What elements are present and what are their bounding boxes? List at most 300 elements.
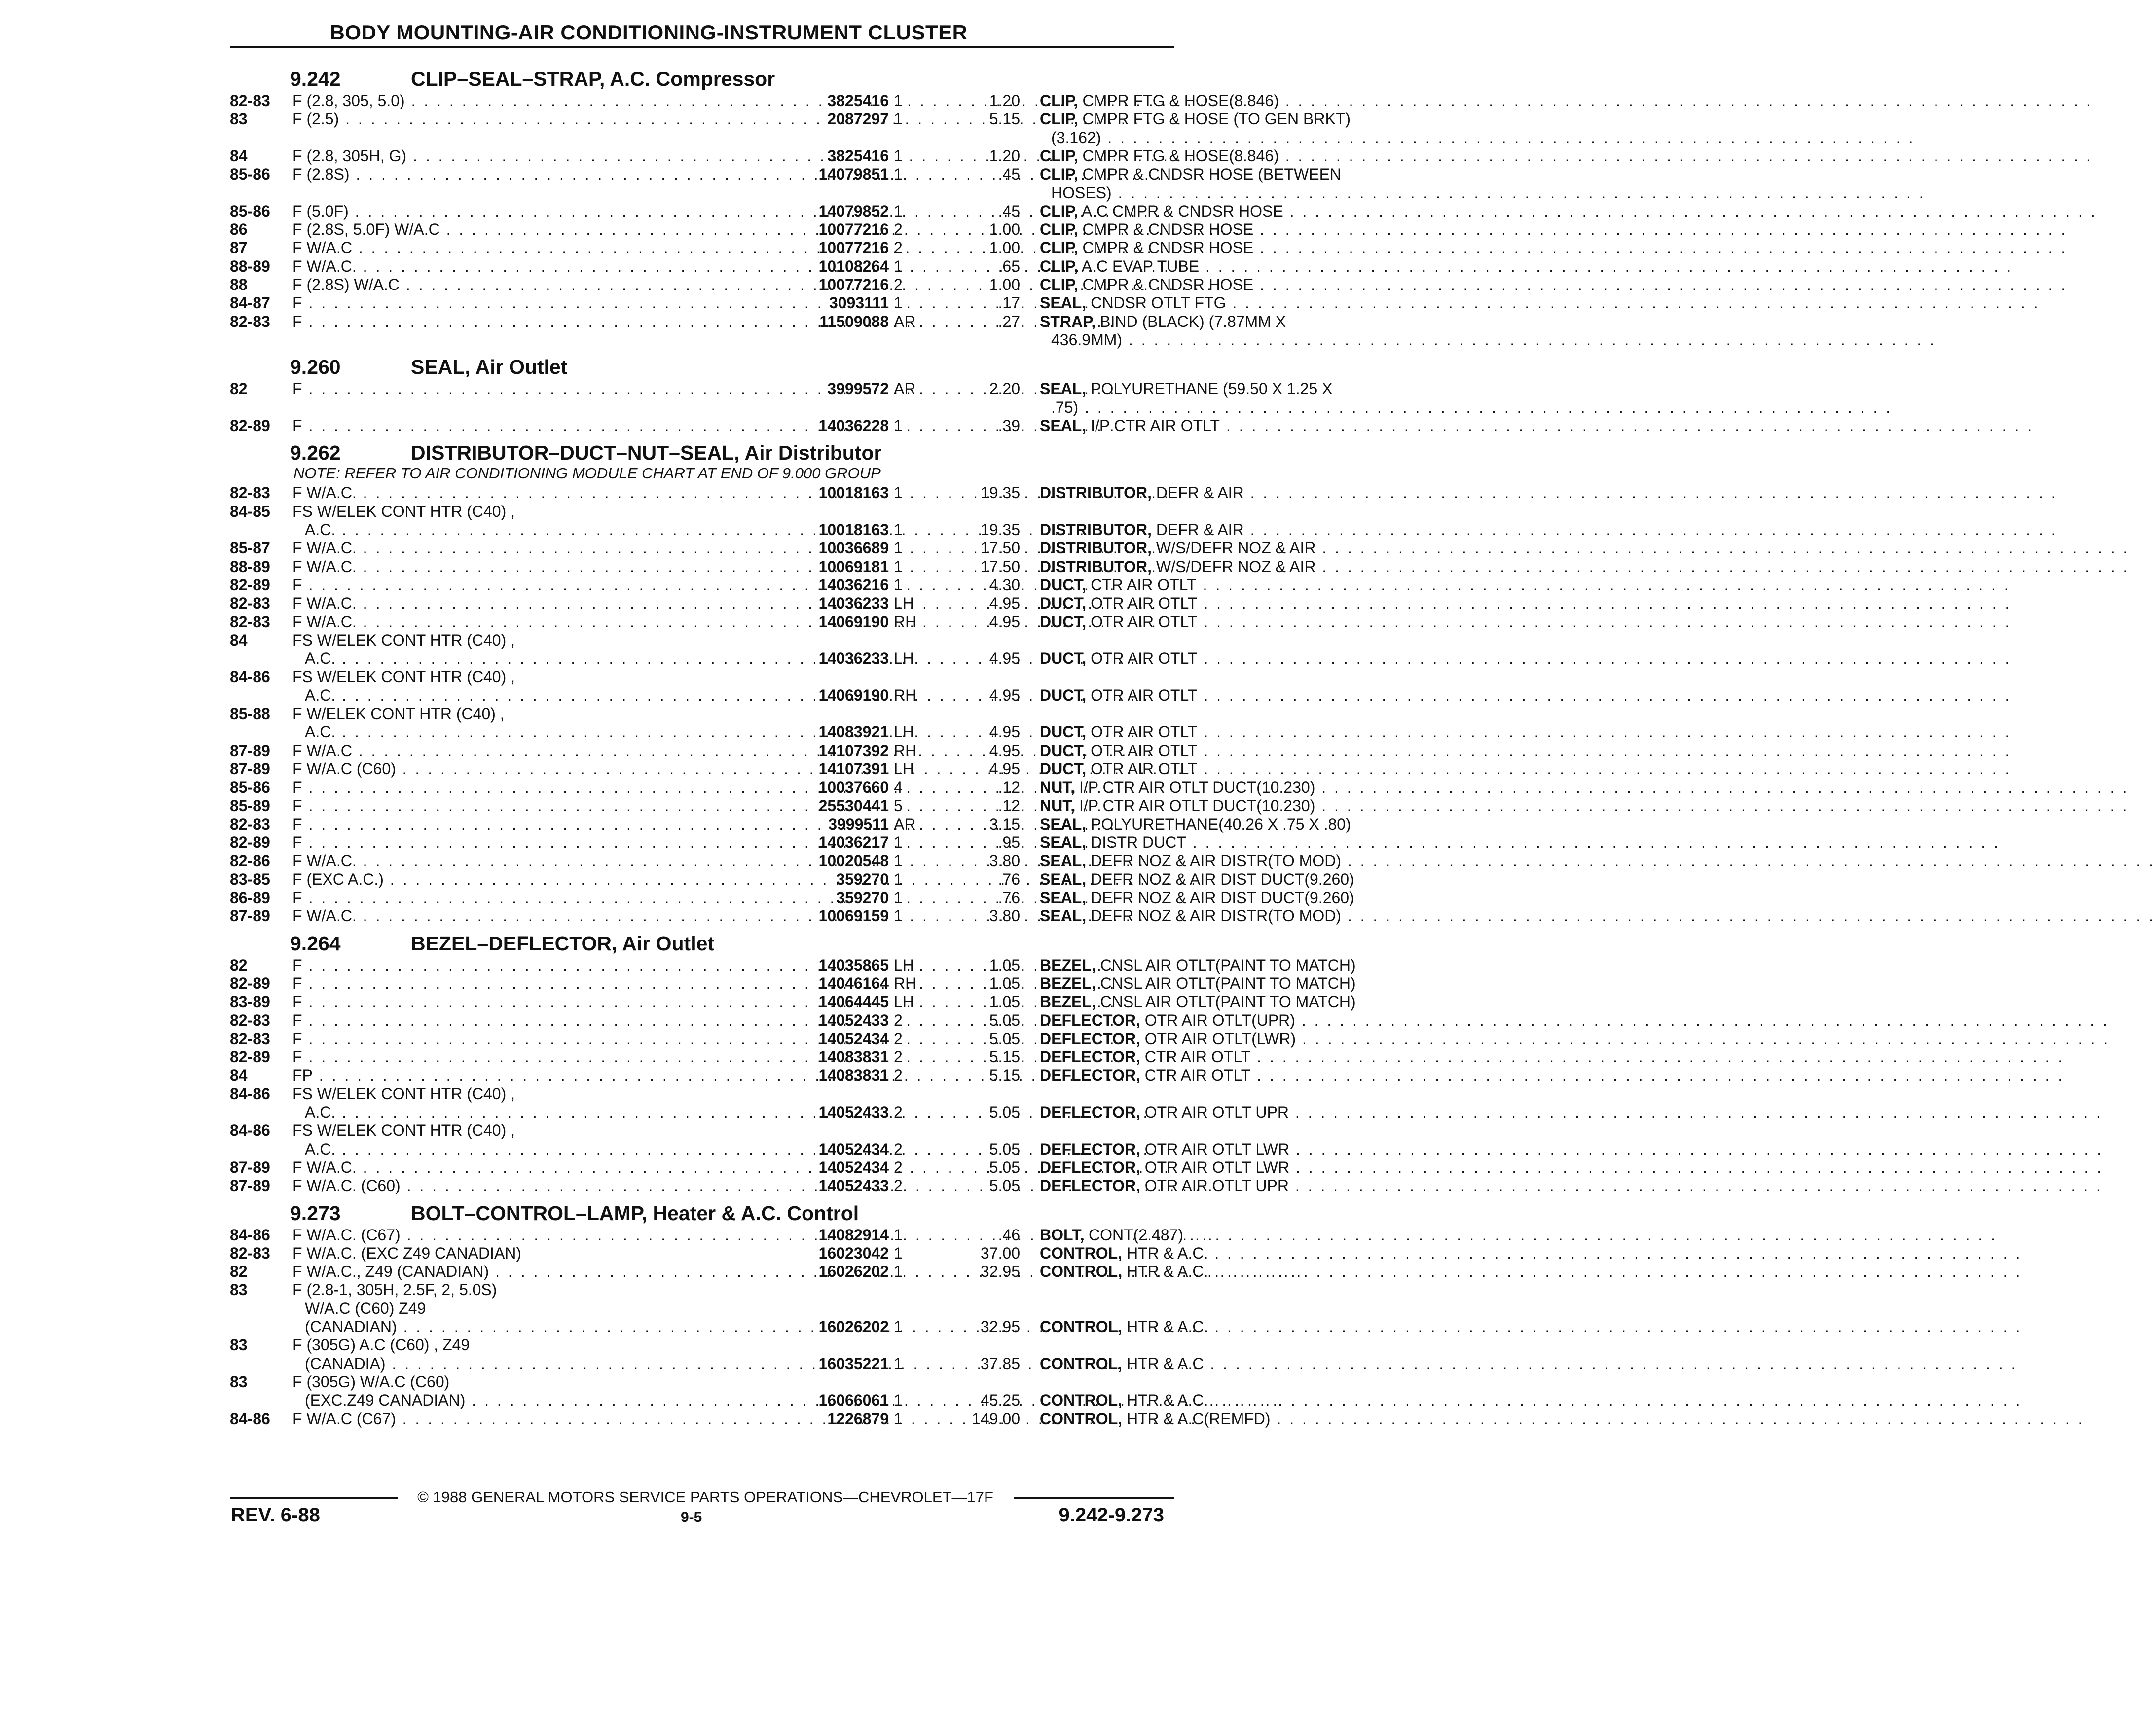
application-text: F W/A.C. <box>292 594 357 613</box>
quantity: 1 <box>894 576 903 594</box>
price: 17.50 <box>980 557 1020 576</box>
model-year: 88-89 <box>230 257 270 275</box>
part-number: 14052434 <box>818 1158 889 1176</box>
part-row <box>230 239 1254 257</box>
description-noun: SEAL, <box>1040 416 1087 434</box>
application <box>292 503 783 521</box>
application-text: F W/A.C. <box>292 852 357 870</box>
price: 4.95 <box>989 686 1020 704</box>
description-text: W/S/DEFR NOZ & AIR <box>1156 557 1316 576</box>
dot-leader <box>1197 742 2011 760</box>
price: .76 <box>998 870 1020 888</box>
quantity: 1 <box>894 110 903 128</box>
part-number: 359270 <box>836 889 889 906</box>
description-text: OTR AIR OTLT <box>1091 760 1198 778</box>
section-number: 9.273 <box>290 1201 341 1225</box>
description-noun: SEAL, <box>1040 294 1087 312</box>
dot-leader <box>1289 1158 2103 1176</box>
quantity: 1 <box>894 539 903 557</box>
application-text: (CANADIA) <box>305 1354 386 1373</box>
section-number: 9.260 <box>290 356 341 379</box>
part-number: 10069181 <box>818 557 889 576</box>
part-number: 11509088 <box>819 312 889 330</box>
description-noun: DEFLECTOR, <box>1040 1177 1140 1195</box>
description <box>1040 1048 1395 1066</box>
part-row <box>230 165 1342 183</box>
part-row <box>230 521 1244 539</box>
price: 32.95 <box>980 1318 1020 1336</box>
description-text: DISTR DUCT <box>1091 833 1186 852</box>
application-text: F <box>292 312 302 330</box>
part-number: 3825416 <box>827 92 889 109</box>
application-text: F <box>292 380 302 398</box>
description-noun: DUCT, <box>1040 650 1087 668</box>
quantity: 1 <box>894 165 903 183</box>
price: .76 <box>998 889 1020 906</box>
quantity: 1 <box>894 1410 903 1428</box>
quantity: RH <box>894 974 917 992</box>
price: .45 <box>998 165 1020 183</box>
application <box>305 1140 796 1158</box>
description-noun: BOLT, <box>1040 1226 1085 1244</box>
quantity: 2 <box>894 1103 903 1121</box>
description <box>1040 723 1395 741</box>
model-year: 86-89 <box>230 889 270 906</box>
quantity: AR <box>894 380 916 398</box>
model-year: 87 <box>230 239 248 257</box>
application <box>292 833 783 852</box>
price: .65 <box>998 257 1020 275</box>
dot-leader <box>1279 147 2093 165</box>
description <box>1040 202 1395 220</box>
description-noun: CLIP, <box>1040 202 1078 220</box>
model-year: 84-86 <box>230 1085 270 1103</box>
part-number: 14052434 <box>818 1029 889 1048</box>
application-text: F W/A.C. (EXC Z49 CANADIAN) <box>292 1244 522 1262</box>
dot-leader <box>1244 521 2058 539</box>
quantity: 2 <box>894 276 903 293</box>
description <box>1040 742 1395 760</box>
description-text: CMPR FTG & HOSE (TO GEN BRKT) <box>1082 110 1351 128</box>
part-number: 3999511 <box>828 815 889 833</box>
application-text: F <box>292 889 302 906</box>
description <box>1040 313 1395 331</box>
description <box>1040 760 1395 778</box>
description-text: CNSL AIR OTLT(PAINT TO MATCH) <box>1100 993 1356 1011</box>
model-year: 85-86 <box>230 202 270 220</box>
application-text: F W/A.C. <box>292 539 357 557</box>
application-text: F (2.5) <box>292 110 339 128</box>
application-text: F <box>292 1048 302 1066</box>
description-text: CTR AIR OTLT <box>1144 1066 1251 1085</box>
quantity: 4 <box>894 778 903 796</box>
header-rule <box>230 46 1174 48</box>
part-number: 14082914 <box>818 1226 889 1244</box>
application-text: A.C. <box>305 1103 336 1121</box>
part-row <box>230 416 1220 435</box>
application-text: F (2.8S) W/A.C <box>292 276 400 293</box>
description <box>1040 993 1395 1011</box>
model-year: 82-89 <box>230 416 270 434</box>
part-row <box>230 1103 1289 1121</box>
description-text: (3.162) <box>1051 128 1101 146</box>
part-number: 14083831 <box>818 1066 889 1085</box>
description-noun: DEFLECTOR, <box>1040 1029 1140 1048</box>
part-row <box>230 956 1356 975</box>
price: 149.00 <box>972 1410 1020 1428</box>
description <box>1040 1066 1395 1085</box>
description-text: 436.9MM) <box>1051 330 1123 349</box>
part-number: 14052433 <box>818 1103 889 1121</box>
quantity: LH <box>894 594 914 613</box>
application <box>292 147 783 165</box>
description <box>1040 889 1395 907</box>
quantity: 2 <box>894 1158 903 1176</box>
quantity: AR <box>894 312 916 330</box>
price: 5.15 <box>989 1066 1020 1085</box>
application-text: F W/A.C. <box>292 613 357 631</box>
application <box>305 650 796 668</box>
quantity: 5 <box>894 796 903 815</box>
description-text: W/S/DEFR NOZ & AIR <box>1156 539 1316 557</box>
model-year: 84 <box>230 1066 248 1085</box>
application-text: F (2.8, 305H, G) <box>292 146 407 165</box>
application <box>292 417 783 435</box>
description <box>1040 907 1395 925</box>
application <box>292 484 783 502</box>
dot-leader <box>1197 650 2011 667</box>
quantity: 1 <box>894 257 903 275</box>
description-text: HTR & A.C <box>1126 1354 1204 1373</box>
price: .12 <box>998 796 1020 815</box>
application-text: F (2.8S) <box>292 165 350 183</box>
description-text: DEFR NOZ & AIR DISTR(TO MOD) <box>1091 907 1341 925</box>
description <box>1051 129 1406 147</box>
application-text: A.C. <box>305 723 336 741</box>
description-noun: DUCT, <box>1040 576 1087 594</box>
dot-leader <box>1208 1318 2022 1336</box>
application <box>292 1177 783 1195</box>
part-row <box>230 1048 1251 1066</box>
quantity: 1 <box>894 889 903 906</box>
section-title: SEAL, Air Outlet <box>411 356 568 379</box>
description <box>1040 1226 1395 1244</box>
part-number: 14069190 <box>818 613 889 631</box>
application <box>292 380 783 398</box>
dot-leader <box>1101 129 1915 146</box>
price: 45.25 <box>980 1391 1020 1410</box>
section-heading <box>230 1200 1216 1226</box>
description-text: OTR AIR OTLT <box>1091 686 1198 704</box>
application-text: (CANADIAN) <box>305 1318 397 1336</box>
description-noun: DUCT, <box>1040 723 1087 741</box>
price: 1.00 <box>989 239 1020 257</box>
section-title: DISTRIBUTOR–DUCT–NUT–SEAL, Air Distributor <box>411 441 882 465</box>
part-number: 14036217 <box>818 833 889 852</box>
description <box>1040 558 1395 576</box>
dot-leader <box>1289 1140 2103 1158</box>
model-year: 84-85 <box>230 502 270 520</box>
price: 19.35 <box>980 521 1020 539</box>
description <box>1040 521 1395 539</box>
model-year: 85-86 <box>230 165 270 183</box>
description-text: DEFR & AIR <box>1156 484 1244 502</box>
price: .46 <box>998 1226 1020 1244</box>
application-text: F (2.8-1, 305H, 2.5F, 2, 5.0S) <box>292 1281 497 1299</box>
quantity: 2 <box>894 1048 903 1066</box>
footer-copyright: © 1988 GENERAL MOTORS SERVICE PARTS OPERATIONS—CHEVROLET—17F <box>417 1488 993 1506</box>
quantity: 1 <box>894 833 903 852</box>
description-text: OTR AIR OTLT <box>1091 613 1198 631</box>
part-row <box>230 1318 1208 1336</box>
model-year: 84-87 <box>230 294 270 312</box>
quantity: RH <box>894 613 917 631</box>
price: 5.05 <box>989 1029 1020 1048</box>
application-text: F W/A.C (C67) <box>292 1410 396 1428</box>
section-heading <box>230 440 1216 466</box>
quantity: 1 <box>894 1318 903 1336</box>
description-noun: CONTROL, <box>1040 1354 1123 1373</box>
description-noun: SEAL, <box>1040 870 1087 888</box>
description-noun: DISTRIBUTOR, <box>1040 521 1152 539</box>
quantity: LH <box>894 650 914 668</box>
application <box>292 294 783 312</box>
description-text: POLYURETHANE(40.26 X .75 X .80) <box>1091 815 1351 833</box>
model-year: 85-86 <box>230 778 270 796</box>
application-text: F (305G) W/A.C (C60) <box>292 1373 450 1391</box>
dot-leader <box>1315 778 2129 796</box>
section-number: 9.264 <box>290 932 341 955</box>
section-heading <box>230 931 1216 956</box>
application <box>292 313 783 331</box>
description-text: HTR & A.C(REMFD) <box>1126 1410 1271 1428</box>
section-title: BEZEL–DEFLECTOR, Air Outlet <box>411 932 715 955</box>
application <box>292 760 783 778</box>
model-year: 82-83 <box>230 1244 270 1262</box>
description <box>1040 165 1395 183</box>
quantity: 1 <box>894 1263 903 1281</box>
quantity: 2 <box>894 1011 903 1029</box>
application <box>292 668 783 686</box>
part-number: 14036216 <box>818 576 889 594</box>
application <box>292 956 783 975</box>
dot-leader <box>1208 1263 2022 1280</box>
description-noun: SEAL, <box>1040 380 1087 398</box>
application-text: F (305G) A.C (C60) , Z49 <box>292 1336 470 1354</box>
description-text: OTR AIR OTLT <box>1091 723 1198 741</box>
description-text: DEFR NOZ & AIR DIST DUCT(9.260) <box>1091 870 1354 888</box>
description-noun: BEZEL, <box>1040 974 1096 992</box>
quantity: 1 <box>894 521 903 539</box>
quantity: 1 <box>894 557 903 576</box>
application-text: (EXC.Z49 CANADIAN) <box>305 1391 466 1410</box>
part-row <box>230 870 1354 889</box>
model-year: 83 <box>230 1373 248 1391</box>
description-text: I/P CTR AIR OTLT <box>1091 416 1220 434</box>
description-noun: CLIP, <box>1040 220 1078 239</box>
dot-leader <box>1197 576 2010 594</box>
application <box>292 815 783 833</box>
price: 1.05 <box>989 993 1020 1011</box>
model-year: 82-89 <box>230 576 270 594</box>
price: .12 <box>998 778 1020 796</box>
quantity: 2 <box>894 1177 903 1195</box>
part-number: 14046164 <box>818 974 889 992</box>
part-number: 2087297 <box>827 110 889 128</box>
description-noun: CONTROL, <box>1040 1410 1123 1428</box>
description-noun: CONTROL, <box>1040 1263 1123 1281</box>
part-row <box>230 110 1351 128</box>
description-noun: CONTROL, <box>1040 1318 1123 1336</box>
application <box>292 870 783 889</box>
model-year: 82-86 <box>230 852 270 870</box>
model-year: 88 <box>230 276 248 293</box>
model-year: 85-87 <box>230 539 270 557</box>
price: 4.95 <box>989 613 1020 631</box>
model-year: 84 <box>230 146 248 165</box>
part-number: 14079852 <box>818 202 889 220</box>
dot-leader <box>1279 92 2093 109</box>
quantity: 1 <box>894 1391 903 1410</box>
price: 32.95 <box>980 1263 1020 1281</box>
application-text: FS W/ELEK CONT HTR (C40) , <box>292 668 515 686</box>
price: 17.50 <box>980 539 1020 557</box>
page-title: BODY MOUNTING-AIR CONDITIONING-INSTRUMENT CLUSTER <box>329 21 968 44</box>
description-text: OTR AIR OTLT UPR <box>1144 1177 1289 1195</box>
model-year: 85-88 <box>230 705 270 723</box>
model-year: 85-89 <box>230 796 270 815</box>
price: 5.15 <box>989 1048 1020 1066</box>
part-row <box>230 1336 1173 1354</box>
description-text: I/P CTR AIR OTLT DUCT(10.230) <box>1079 796 1315 815</box>
description-text: OTR AIR OTLT <box>1091 650 1198 668</box>
description <box>1040 1103 1395 1121</box>
quantity: LH <box>894 760 914 778</box>
dot-leader <box>1250 1066 2064 1084</box>
description-text: HTR & A.C. <box>1126 1244 1208 1262</box>
application-text: F <box>292 416 302 434</box>
application-text: F <box>292 815 302 833</box>
application <box>292 165 783 183</box>
part-row <box>230 129 1173 147</box>
price: 5.05 <box>989 1103 1020 1121</box>
description-text: BIND (BLACK) (7.87MM X <box>1100 312 1286 330</box>
description-noun: DUCT, <box>1040 741 1087 760</box>
description <box>1040 1140 1395 1158</box>
description <box>1040 276 1395 294</box>
price: 5.05 <box>989 1158 1020 1176</box>
model-year: 82-83 <box>230 484 270 502</box>
description <box>1040 594 1395 613</box>
part-number: 10018163 <box>818 521 889 539</box>
model-year: 84-86 <box>230 1410 270 1428</box>
application <box>292 276 783 294</box>
part-row <box>230 723 1198 741</box>
part-number: 14035865 <box>818 956 889 974</box>
price: 37.85 <box>980 1354 1020 1373</box>
quantity: 1 <box>894 870 903 888</box>
dot-leader <box>1197 594 2011 612</box>
quantity: 1 <box>894 202 903 220</box>
dot-leader <box>1186 833 2000 851</box>
application-text: F (2.8S, 5.0F) W/A.C <box>292 220 440 239</box>
part-row <box>230 576 1197 594</box>
application <box>292 1158 783 1177</box>
model-year: 88-89 <box>230 557 270 576</box>
dot-leader <box>1183 1226 1997 1244</box>
price: 4.95 <box>989 650 1020 668</box>
application-text: F (EXC A.C.) <box>292 870 384 888</box>
description-text: DEFR NOZ & AIR DIST DUCT(9.260) <box>1091 889 1354 906</box>
model-year: 87-89 <box>230 760 270 778</box>
description-noun: NUT, <box>1040 796 1075 815</box>
description-text: DEFR & AIR <box>1156 521 1244 539</box>
part-number: 10018163 <box>818 484 889 502</box>
part-row <box>230 220 1254 239</box>
dot-leader <box>1208 1391 2022 1409</box>
dot-leader <box>1220 417 2034 434</box>
quantity: 1 <box>894 1354 903 1373</box>
dot-leader <box>1197 687 2011 704</box>
dot-leader <box>1271 1410 2084 1428</box>
quantity: 2 <box>894 220 903 239</box>
part-number: 16026202 <box>818 1318 889 1336</box>
description-text: A.C EVAP TUBE <box>1081 257 1200 275</box>
description-text: CTR AIR OTLT <box>1091 576 1197 594</box>
description-text: CMPR FTG & HOSE(8.846) <box>1082 146 1279 165</box>
quantity: 1 <box>894 907 903 925</box>
application-text: F W/A.C <box>292 741 352 760</box>
application-text: FS W/ELEK CONT HTR (C40) , <box>292 631 515 649</box>
description-noun: BEZEL, <box>1040 956 1096 974</box>
application-text: F W/A.C. <box>292 484 357 502</box>
description <box>1040 576 1395 594</box>
price: 3.80 <box>989 852 1020 870</box>
dot-leader <box>1295 1012 2109 1029</box>
model-year: 82-83 <box>230 92 270 109</box>
model-year: 84-86 <box>230 1226 270 1244</box>
model-year: 83 <box>230 110 248 128</box>
part-row <box>230 331 1173 349</box>
description-noun: DUCT, <box>1040 760 1087 778</box>
dot-leader <box>1204 1355 2017 1373</box>
part-number: 14036233 <box>818 594 889 613</box>
dot-leader <box>1289 1177 2103 1194</box>
dot-leader <box>1250 1048 2064 1066</box>
description-noun: DISTRIBUTOR, <box>1040 557 1152 576</box>
application-text: F (2.8, 305, 5.0) <box>292 92 405 109</box>
part-row <box>230 1029 1296 1048</box>
part-row <box>230 889 1354 907</box>
application-text: F <box>292 956 302 974</box>
application <box>292 257 783 276</box>
dot-leader <box>335 1103 1149 1121</box>
dot-leader <box>1315 539 2129 557</box>
price: .39 <box>998 416 1020 434</box>
application <box>292 92 783 110</box>
description-text: .75) <box>1051 398 1079 416</box>
application-text: F W/A.C. (C67) <box>292 1226 401 1244</box>
application <box>292 1085 783 1103</box>
quantity: 1 <box>894 416 903 434</box>
description-noun: SEAL, <box>1040 833 1087 852</box>
description-noun: CLIP, <box>1040 239 1078 257</box>
part-number: 1226879 <box>827 1410 889 1428</box>
description <box>1040 1244 1395 1263</box>
application-text: F <box>292 974 302 992</box>
description-text: HOSES) <box>1051 183 1112 202</box>
price: 1.20 <box>989 92 1020 109</box>
